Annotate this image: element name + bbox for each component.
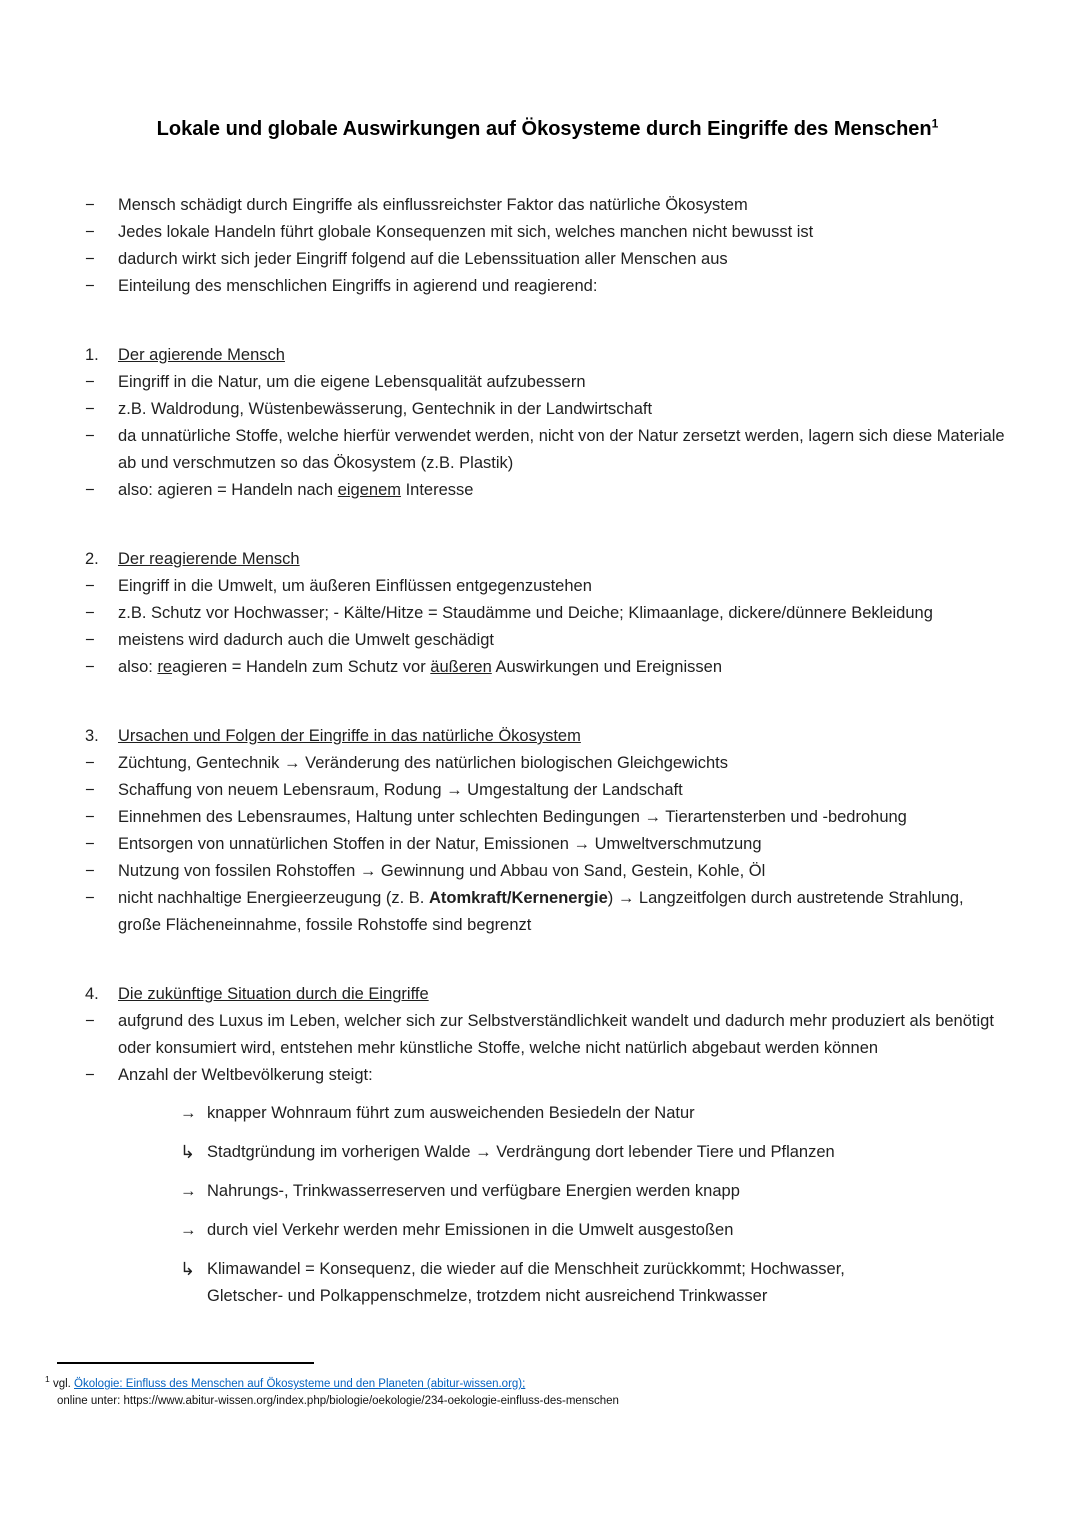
bullet-text: Einteilung des menschlichen Eingriffs in agierend und reagierend: — [118, 277, 598, 295]
footnote — [45, 1362, 765, 1410]
list-item — [85, 600, 1010, 627]
dash-bullet: − — [85, 835, 95, 853]
dash-bullet: − — [85, 754, 95, 772]
list-item — [85, 219, 1010, 246]
bullet-text: z.B. Schutz vor Hochwasser; - Kälte/Hitze = Staudämme und Deiche; Klimaanlage, dickere/dünnere Bekleidung — [118, 604, 933, 622]
section-4 — [85, 981, 1010, 1310]
sub-item-text: Nahrungs-, Trinkwasserreserven und verfügbare Energien werden knapp — [207, 1182, 740, 1200]
list-item — [85, 423, 1010, 477]
bullet-text: aufgrund des Luxus im Leben, welcher sich zur Selbstverständlichkeit wandelt und dadurch mehr produziert als benötigt oder konsumiert wird, entstehen mehr künstliche Stoffe, welche nicht natürlich abgebaut werden können — [118, 1012, 994, 1057]
section-heading: Ursachen und Folgen der Eingriffe in das natürliche Ökosystem — [118, 727, 581, 745]
list-item — [85, 1008, 1010, 1062]
dash-bullet: − — [85, 196, 95, 214]
list-item — [85, 273, 1010, 300]
hook-arrow-icon: ↳ — [180, 1259, 196, 1279]
arrow-right-icon: → — [180, 1104, 197, 1122]
list-item — [85, 246, 1010, 273]
list-item — [85, 777, 1010, 804]
section-3 — [85, 723, 1010, 939]
list-item — [85, 804, 1010, 831]
footnote-line — [45, 1371, 765, 1393]
bullet-text — [118, 654, 1010, 681]
bullet-text: Jedes lokale Handeln führt globale Konsequenzen mit sich, welches manchen nicht bewusst ist — [118, 223, 814, 241]
text-segment: also: agieren = Handeln nach — [118, 481, 338, 499]
bullet-text: da unnatürliche Stoffe, welche hierfür verwendet werden, nicht von der Natur zersetzt werden, lagern sich diese Materiale ab und verschmutzen so das Ökosystem (z.B. Plastik) — [118, 427, 1005, 472]
section-heading: Die zukünftige Situation durch die Eingriffe — [118, 985, 429, 1003]
section-3-heading-row — [85, 723, 1010, 750]
footnote-url: online unter: https://www.abitur-wissen.org/index.php/biologie/oekologie/234-oekologie-einfluss-des-menschen — [57, 1394, 619, 1407]
sub-item-text: knapper Wohnraum führt zum ausweichenden Besiedeln der Natur — [207, 1104, 695, 1122]
document-title — [85, 116, 1010, 142]
list-item — [85, 750, 1010, 777]
dash-bullet: − — [85, 577, 95, 595]
list-item — [85, 831, 1010, 858]
list-item — [85, 858, 1010, 885]
bullet-text: Eingriff in die Umwelt, um äußeren Einflüssen entgegenzustehen — [118, 577, 592, 595]
dash-bullet: − — [85, 889, 95, 907]
bullet-text — [118, 477, 1010, 504]
intro-list — [85, 192, 1010, 300]
dash-bullet: − — [85, 658, 95, 676]
footnote-divider — [57, 1362, 314, 1364]
dash-bullet: − — [85, 1012, 95, 1030]
section-4-heading-row — [85, 981, 1010, 1008]
bullet-text: Einnehmen des Lebensraumes, Haltung unter schlechten Bedingungen → Tierartensterben und -bedrohung — [118, 808, 907, 826]
title-footnote-ref: 1 — [931, 116, 939, 131]
dash-bullet: − — [85, 277, 95, 295]
sub-item — [180, 1256, 1010, 1310]
title-text: Lokale und globale Auswirkungen auf Ökosysteme durch Eingriffe des Menschen — [156, 118, 932, 140]
footnote-link[interactable]: Ökologie: Einfluss des Menschen auf Ökosysteme und den Planeten (abitur-wissen.org); — [74, 1377, 526, 1390]
list-item — [85, 192, 1010, 219]
dash-bullet: − — [85, 631, 95, 649]
bullet-text: Schaffung von neuem Lebensraum, Rodung → Umgestaltung der Landschaft — [118, 781, 683, 799]
dash-bullet: − — [85, 1066, 95, 1084]
list-item — [85, 1062, 1010, 1089]
dash-bullet: − — [85, 400, 95, 418]
text-segment: also: — [118, 658, 158, 676]
underlined-segment: äußeren — [430, 658, 492, 676]
list-item — [85, 627, 1010, 654]
sub-item-text: Klimawandel = Konsequenz, die wieder auf die Menschheit zurückkommt; Hochwasser, Gletscher- und Polkappenschmelze, trotzdem nicht ausreichend Trinkwasser — [207, 1260, 845, 1305]
text-segment: Auswirkungen und Ereignissen — [491, 658, 722, 676]
section-heading: Der agierende Mensch — [118, 346, 285, 364]
list-item — [85, 885, 1010, 939]
dash-bullet: − — [85, 604, 95, 622]
list-item — [85, 477, 1010, 504]
bullet-text — [118, 885, 1010, 939]
bullet-text: Eingriff in die Natur, um die eigene Lebensqualität aufzubessern — [118, 373, 586, 391]
section-number: 4. — [85, 985, 99, 1003]
section-1 — [85, 342, 1010, 504]
bullet-text: Mensch schädigt durch Eingriffe als einflussreichster Faktor das natürliche Ökosystem — [118, 196, 748, 214]
list-item — [85, 396, 1010, 423]
sub-item-text: durch viel Verkehr werden mehr Emissionen in die Umwelt ausgestoßen — [207, 1221, 734, 1239]
bullet-text: Züchtung, Gentechnik → Veränderung des natürlichen biologischen Gleichgewichts — [118, 754, 728, 772]
section-number: 2. — [85, 550, 99, 568]
sub-item-text: Stadtgründung im vorherigen Walde → Verdrängung dort lebender Tiere und Pflanzen — [207, 1143, 835, 1161]
footnote-prefix: vgl. — [52, 1377, 75, 1390]
section-heading: Der reagierende Mensch — [118, 550, 300, 568]
text-segment: ) → Langzeitfolgen durch austretende Strahlung, große Flächeneinnahme, fossile Rohstoffe sind begrenzt — [118, 889, 964, 934]
arrow-right-icon: → — [180, 1182, 197, 1200]
list-item — [85, 654, 1010, 681]
hook-arrow-icon: ↳ — [180, 1142, 196, 1162]
sub-item — [180, 1178, 1010, 1205]
bullet-text: z.B. Waldrodung, Wüstenbewässerung, Gentechnik in der Landwirtschaft — [118, 400, 653, 418]
dash-bullet: − — [85, 862, 95, 880]
text-segment: nicht nachhaltige Energieerzeugung (z. B. — [118, 889, 429, 907]
sub-item — [180, 1139, 1010, 1166]
list-item — [85, 369, 1010, 396]
text-segment: agieren = Handeln zum Schutz vor — [172, 658, 431, 676]
consequence-list — [180, 1100, 1010, 1310]
list-item — [85, 573, 1010, 600]
bold-segment: Atomkraft/Kernenergie — [428, 889, 608, 907]
underlined-segment: re — [157, 658, 173, 676]
dash-bullet: − — [85, 223, 95, 241]
dash-bullet: − — [85, 481, 95, 499]
section-number: 3. — [85, 727, 99, 745]
section-2-heading-row — [85, 546, 1010, 573]
text-segment: Interesse — [401, 481, 474, 499]
underlined-segment: eigenem — [337, 481, 401, 499]
footnote-ref: 1 — [45, 1374, 50, 1384]
section-number: 1. — [85, 346, 99, 364]
sub-item — [180, 1217, 1010, 1244]
dash-bullet: − — [85, 250, 95, 268]
section-2 — [85, 546, 1010, 681]
section-1-heading-row — [85, 342, 1010, 369]
bullet-text: meistens wird dadurch auch die Umwelt geschädigt — [118, 631, 495, 649]
dash-bullet: − — [85, 808, 95, 826]
dash-bullet: − — [85, 373, 95, 391]
bullet-text: Anzahl der Weltbevölkerung steigt: — [118, 1066, 373, 1084]
arrow-right-icon: → — [180, 1221, 197, 1239]
bullet-text: Nutzung von fossilen Rohstoffen → Gewinnung und Abbau von Sand, Gestein, Kohle, Öl — [118, 862, 766, 880]
sub-item — [180, 1100, 1010, 1127]
bullet-text: Entsorgen von unnatürlichen Stoffen in der Natur, Emissionen → Umweltverschmutzung — [118, 835, 762, 853]
bullet-text: dadurch wirkt sich jeder Eingriff folgend auf die Lebenssituation aller Menschen aus — [118, 250, 728, 268]
dash-bullet: − — [85, 427, 95, 445]
dash-bullet: − — [85, 781, 95, 799]
